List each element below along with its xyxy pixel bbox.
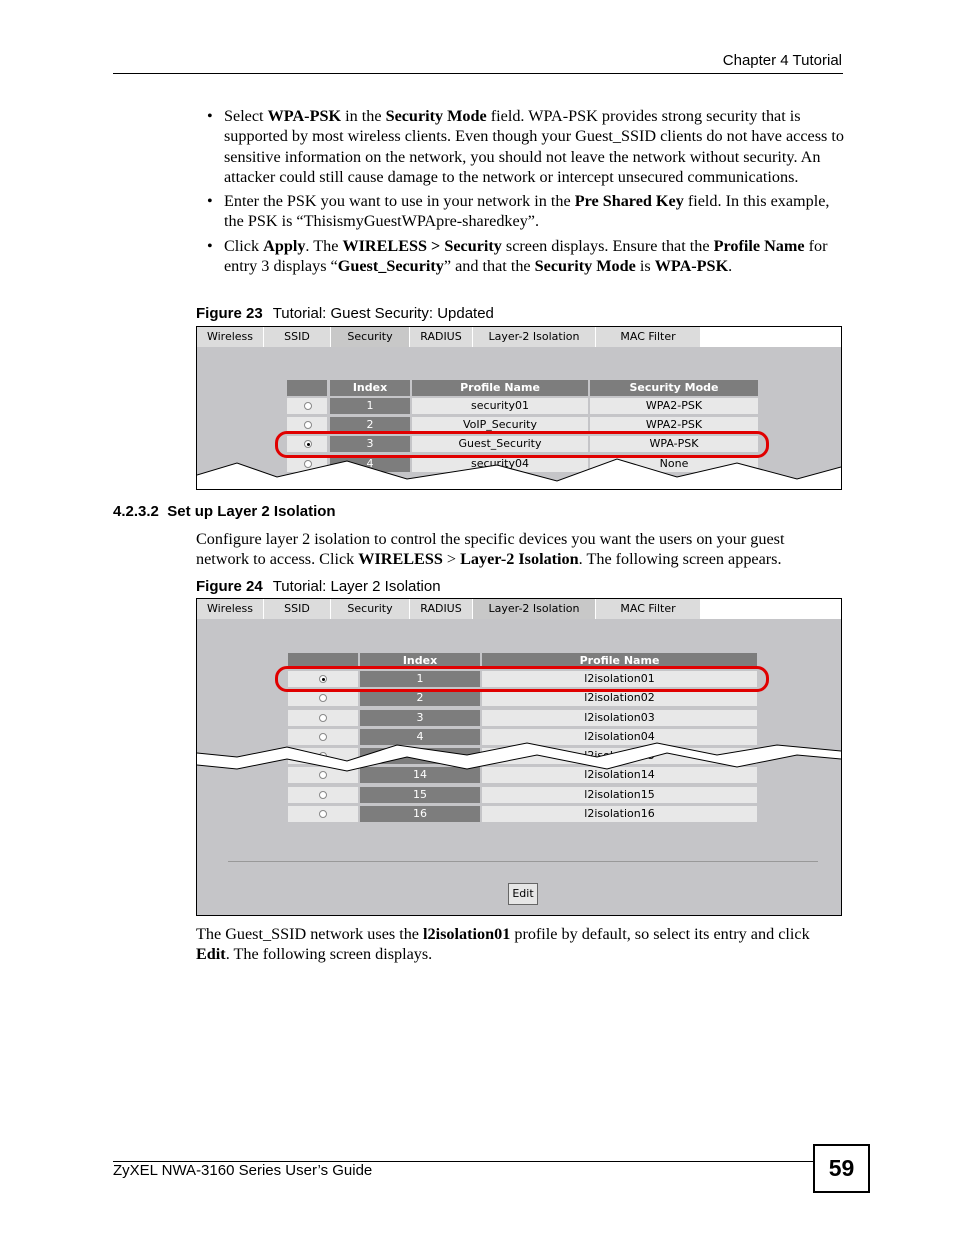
table-row-select [288,690,358,706]
section-heading [113,503,336,520]
torn-edge-icon [197,455,841,489]
table-cell-mode: WPA2-PSK [590,417,758,433]
figure-23-caption [196,305,494,322]
table-cell-index: 2 [360,690,480,706]
table-cell-profile: Guest_Security [412,436,588,452]
page-number: 59 [813,1144,870,1193]
table-cell-index: 3 [360,710,480,726]
table-cell-profile: l2isolation04 [482,729,757,745]
footer-guide-title: ZyXEL NWA-3160 Series User’s Guide [113,1162,373,1179]
tab-security[interactable]: Security [331,327,410,347]
bullet-item: • Select WPA-PSK in the Security Mode field. WPA-PSK provides strong security that is supported by most wireless clients. Even though your Guest_SSID clients do not have access to sensitive information on the network, you should not leave the network without security. An attacker could still cause damage to the network or intercept unsecured communications. [207,106,847,187]
table-cell-index: 15 [360,787,480,803]
table-cell-profile: l2isolation02 [482,690,757,706]
table-cell-profile: security01 [412,398,588,414]
chapter-header: Chapter 4 Tutorial [722,52,842,69]
table-row-select [288,787,358,803]
table-cell-profile: VoIP_Security [412,417,588,433]
tab-layer2-isolation[interactable]: Layer-2 Isolation [473,327,596,347]
figure-title: Tutorial: Guest Security: Updated [272,305,494,322]
figure-24-screenshot [196,598,842,916]
tab-radius[interactable]: RADIUS [410,599,473,619]
bullet-item: • Click Apply. The WIRELESS > Security screen displays. Ensure that the Profile Name for entry 3 displays “Guest_Security” and that the Security Mode is WPA-PSK. [207,236,847,277]
figure-23-screenshot [196,326,842,490]
col-header-select [287,380,327,396]
table-cell-mode: WPA2-PSK [590,398,758,414]
row-radio[interactable] [304,402,312,410]
highlight-oval [275,666,769,692]
col-header-index: Index [330,380,410,396]
table-row-select [287,398,327,414]
header-rule [113,73,843,74]
section-title: Set up Layer 2 Isolation [167,503,336,520]
intro-paragraph: Configure layer 2 isolation to control the specific devices you want the users on your guest network to access. Click WIRELESS > Layer-2 Isolation. The following screen appears. [196,530,785,569]
tab-mac-filter[interactable]: MAC Filter [596,599,701,619]
table-cell-index: 14 [360,767,480,783]
table-cell-index: 3 [330,436,410,452]
row-radio[interactable] [304,421,312,429]
table-cell-index: 16 [360,806,480,822]
figure-24-caption [196,578,441,595]
tab-ssid[interactable]: SSID [264,327,331,347]
table-cell-profile: l2isolation15 [482,787,757,803]
figure-label: Figure 24 [196,578,263,595]
tab-ssid[interactable]: SSID [264,599,331,619]
table-cell-profile: l2isolation16 [482,806,757,822]
table-cell-profile: l2isolation14 [482,767,757,783]
col-header-profile-name: Profile Name [412,380,588,396]
row-radio[interactable] [319,714,327,722]
row-radio[interactable] [319,791,327,799]
table-cell-index: 4 [330,456,410,472]
table-cell-mode: WPA-PSK [590,436,758,452]
col-header-profile-name: Profile Name [482,653,757,669]
table-row-select [288,710,358,726]
torn-band-icon [197,739,841,785]
table-cell-index: 1 [360,671,480,687]
figure-label: Figure 23 [196,305,263,322]
table-row-select [288,806,358,822]
bullet-item: • Enter the PSK you want to use in your network in the Pre Shared Key field. In this example, the PSK is “ThisismyGuestWPApre-sharedkey”. [207,191,847,232]
tab-radius[interactable]: RADIUS [410,327,473,347]
row-radio[interactable] [319,694,327,702]
figure-title: Tutorial: Layer 2 Isolation [272,578,441,595]
table-cell-index: 2 [330,417,410,433]
tab-layer2-isolation[interactable]: Layer-2 Isolation [473,599,596,619]
table-cell-index: 4 [360,729,480,745]
edit-button[interactable]: Edit [508,883,538,905]
table-cell-index: 1 [330,398,410,414]
section-number: 4.2.3.2 [113,503,159,520]
col-header-index: Index [360,653,480,669]
table-cell-profile: security04 [412,456,588,472]
table-cell-profile: l2isolation01 [482,671,757,687]
table-cell-profile: l2isolation03 [482,710,757,726]
tab-wireless[interactable]: Wireless [197,599,264,619]
tab-wireless[interactable]: Wireless [197,327,264,347]
highlight-oval [275,431,769,458]
tab-bar [197,599,841,619]
separator-line [228,861,818,862]
tab-mac-filter[interactable]: MAC Filter [596,327,701,347]
tab-bar [197,327,841,347]
closing-paragraph: The Guest_SSID network uses the l2isolation01 profile by default, so select its entry and click Edit. The following screen displays. [196,925,810,964]
table-cell-mode: None [590,456,758,472]
tab-security[interactable]: Security [331,599,410,619]
row-radio[interactable] [319,810,327,818]
col-header-security-mode: Security Mode [590,380,758,396]
bullet-list [207,106,847,280]
